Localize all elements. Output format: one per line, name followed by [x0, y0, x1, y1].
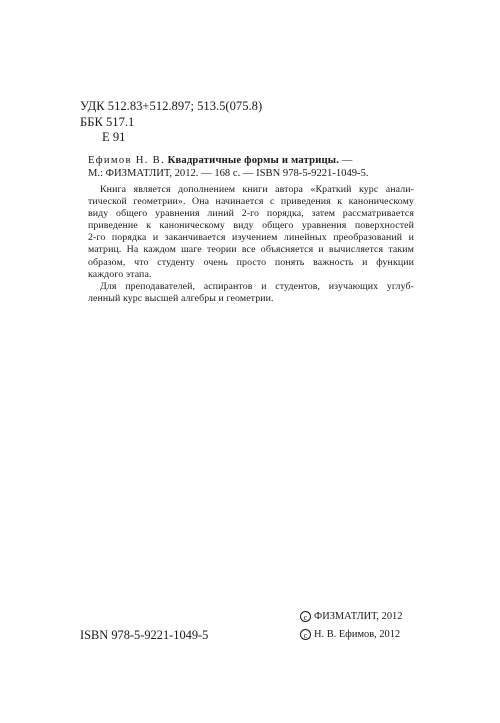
copyright-holder: Н. В. Ефимов, 2012	[314, 629, 401, 640]
abstract-line: образом, что студенту очень просто понять важность и функции	[88, 256, 414, 268]
copyright-line-author	[300, 626, 402, 644]
abstract-line: Для преподавателей, аспирантов и студентов, изучающих углуб-	[100, 280, 414, 292]
copyright-icon: c	[300, 611, 311, 622]
bbk-code: ББК 517.1	[80, 114, 135, 129]
isbn: ISBN 978-5-9221-1049-5	[80, 628, 209, 642]
abstract-line: матриц. На каждом шаге теории все объясняется и вычисляется таким	[88, 244, 414, 256]
copyright-holder: ФИЗМАТЛИТ, 2012	[314, 611, 403, 622]
biblio-title: Квадратичные формы и матрицы.	[167, 155, 340, 166]
biblio-line-2: М.: ФИЗМАТЛИТ, 2012. — 168 с. — ISBN 978-5-9221-1049-5.	[88, 168, 369, 179]
abstract-line: каждого этапа.	[88, 268, 152, 280]
biblio-line-1	[88, 154, 414, 167]
abstract-line: приведение к каноническому виду общего уравнения поверхностей	[88, 220, 414, 232]
abstract-line: виду общего уравнения линий 2-го порядка, затем рассматривается	[88, 208, 414, 220]
bibliographic-record	[88, 154, 414, 180]
abstract	[88, 184, 414, 305]
udk-code: УДК 512.83+512.897; 513.5(075.8)	[80, 99, 263, 113]
abstract-line: ленный курс высшей алгебры и геометрии.	[88, 292, 274, 304]
biblio-dash: —	[341, 155, 353, 166]
abstract-line: 2-го порядка и заканчивается изучением линейных преобразований и	[88, 232, 414, 244]
copyright-line-publisher	[300, 608, 402, 626]
author-mark: Е 91	[102, 130, 126, 144]
copyright-icon: c	[300, 629, 311, 640]
abstract-line: тической геометрии». Она начинается с приведения к каноническому	[88, 196, 414, 208]
copyright-block	[300, 608, 402, 644]
biblio-author: Ефимов Н. В.	[88, 155, 165, 166]
catalog-codes	[80, 99, 262, 146]
abstract-line: Книга является дополнением книги автора «Краткий курс анали-	[100, 184, 414, 195]
